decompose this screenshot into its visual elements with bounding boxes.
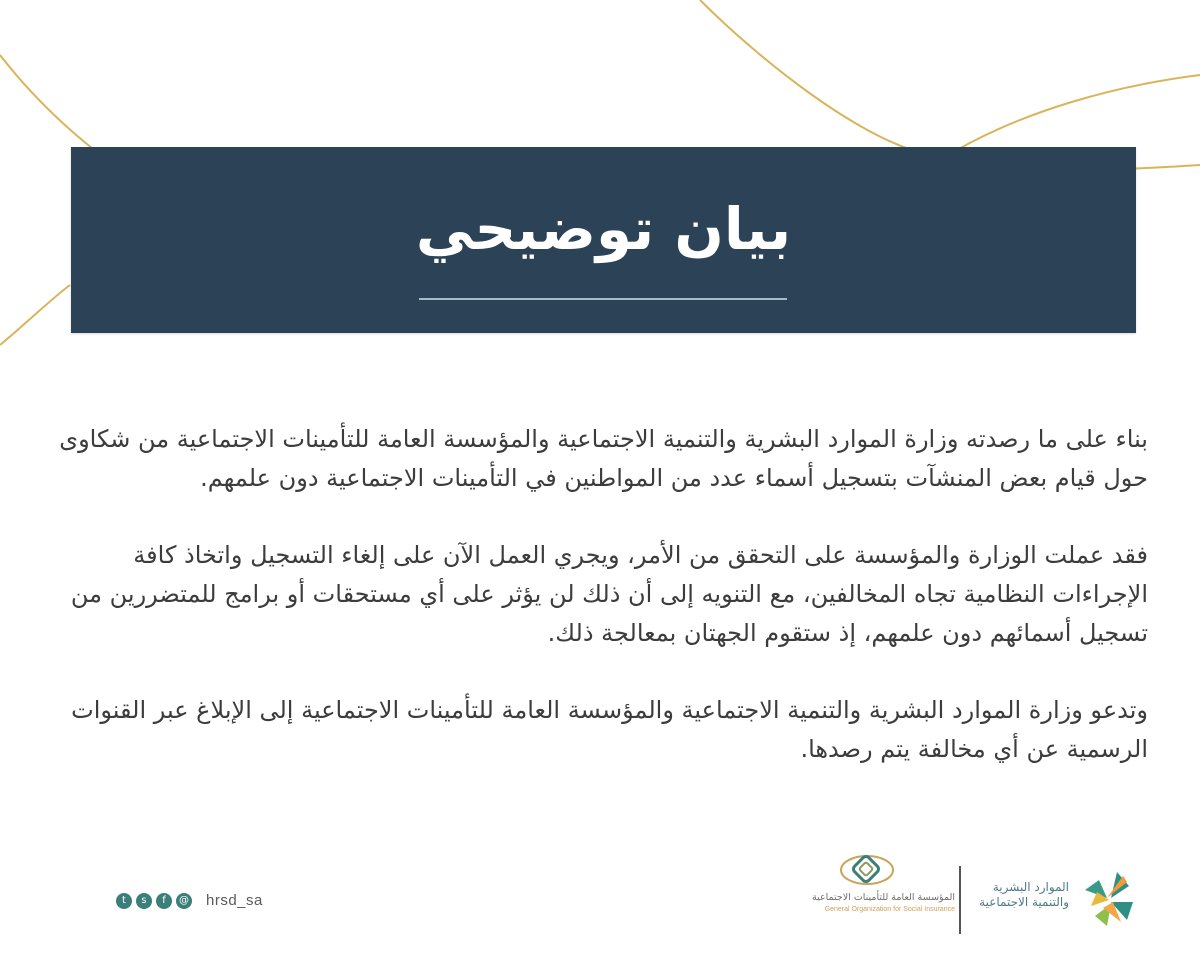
gosi-name-arabic: المؤسسة العامة للتأمينات الاجتماعية [812, 892, 955, 903]
title-banner [71, 147, 1136, 333]
twitter-icon[interactable]: t [116, 893, 132, 909]
paragraph-1: بناء على ما رصدته وزارة الموارد البشرية والتنمية الاجتماعية والمؤسسة العامة للتأمينات الاجتماعية من شكاوى حول قيام بعض المنشآت بتسجيل أسماء عدد من المواطنين في التأمينات الاجتماعية دون علمهم. [59, 425, 1148, 492]
hrsd-name-line-1: الموارد البشرية [992, 880, 1069, 894]
paragraph-3: وتدعو وزارة الموارد البشرية والتنمية الاجتماعية والمؤسسة العامة للتأمينات الاجتماعية إلى الإبلاغ عبر القنوات الرسمية عن أي مخالفة يتم رصدها. [71, 696, 1148, 763]
hrsd-name-arabic [979, 880, 1069, 910]
statement-body [48, 420, 1148, 807]
page-title: بيان توضيحي [415, 195, 792, 263]
facebook-icon[interactable]: f [156, 893, 172, 909]
social-links [116, 892, 263, 909]
title-underline [419, 298, 787, 300]
hrsd-name-line-2: والتنمية الاجتماعية [979, 895, 1069, 909]
social-handle: hrsd_sa [206, 892, 263, 909]
instagram-icon[interactable]: @ [176, 893, 192, 909]
gosi-logo [785, 850, 955, 920]
logo-divider [959, 866, 961, 934]
hrsd-star-emblem-icon [1077, 868, 1141, 932]
gosi-name-english: General Organization for Social Insurance [824, 906, 955, 913]
gosi-emblem-icon [837, 850, 897, 892]
paragraph-2: فقد عملت الوزارة والمؤسسة على التحقق من الأمر، ويجري العمل الآن على إلغاء التسجيل واتخاذ كافة الإجراءات النظامية تجاه المخالفين، مع التنويه إلى أن ذلك لن يؤثر على أي مستحقات أو برامج للمتضررين من تسجيل أسمائهم دون علمهم، إذ ستقوم الجهتان بمعالجة ذلك. [70, 541, 1148, 647]
hrsd-logo [968, 866, 1143, 936]
snapchat-icon[interactable]: s [136, 893, 152, 909]
